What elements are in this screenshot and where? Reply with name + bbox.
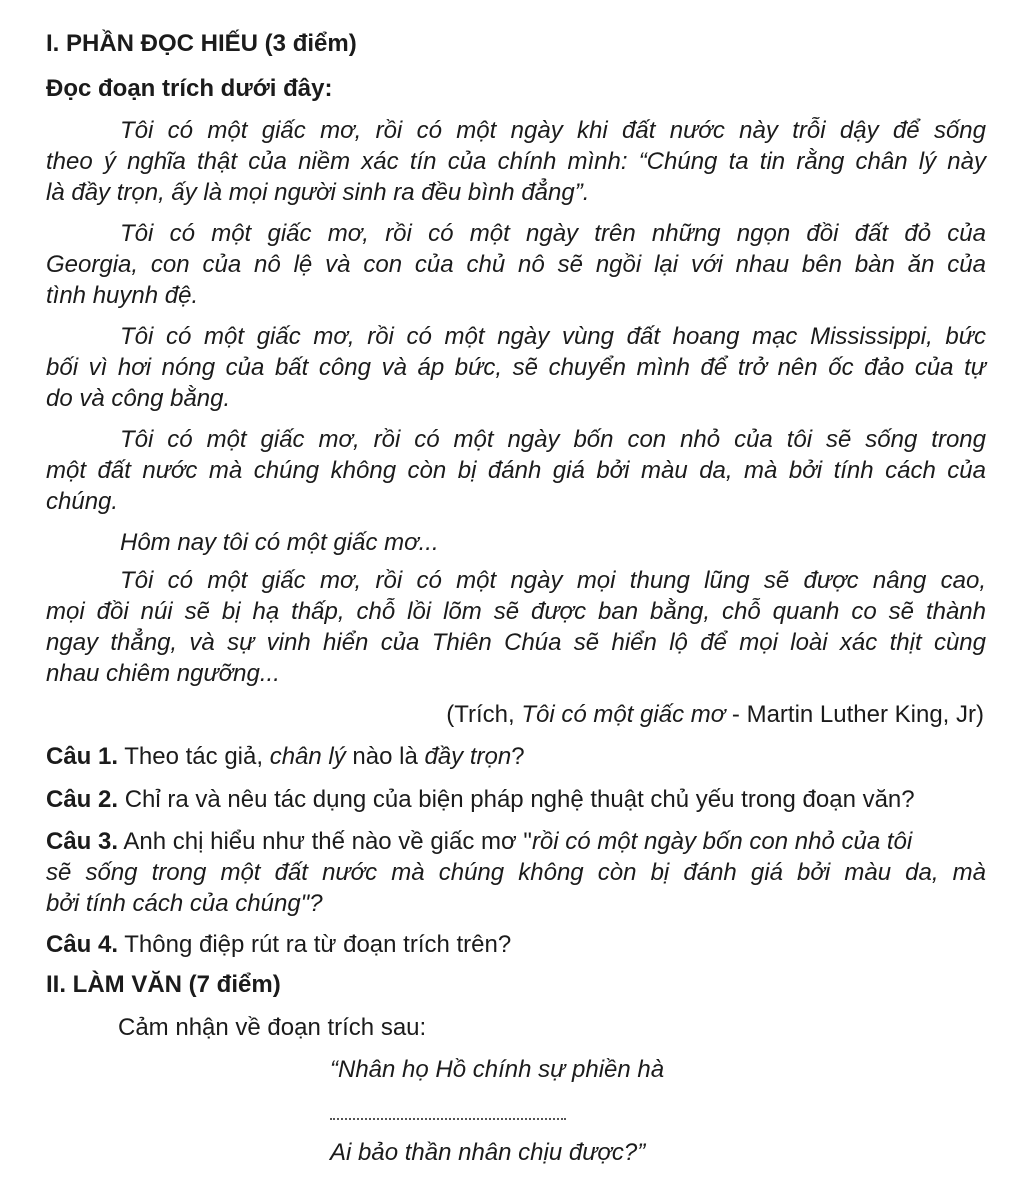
question-1-text-e: ? (511, 743, 525, 770)
passage-p4-line3: chúng. (46, 488, 119, 515)
question-3-line2: sẽ sống trong một đất nước mà chúng không còn bị đánh giá bởi màu da, mà (46, 859, 986, 886)
passage-p6-line3: ngay thẳng, và sự vinh hiển của Thiên Chúa sẽ hiển lộ để mọi loài xác thịt cùng (46, 629, 986, 656)
passage-p4-line2: một đất nước mà chúng không còn bị đánh giá bởi màu da, mà bởi tính cách của (46, 457, 986, 484)
question-4-label: Câu 4. (46, 931, 119, 958)
question-1-text-d: đầy trọn (424, 743, 512, 770)
question-3-label: Câu 3. (46, 828, 119, 855)
part2-title: II. LÀM VĂN (7 điểm) (46, 971, 281, 998)
question-1 (46, 742, 525, 772)
citation-suffix: - Martin Luther King, Jr) (725, 701, 984, 728)
poem-ellipsis-divider (330, 1118, 566, 1120)
citation (446, 700, 984, 730)
reading-instruction: Đọc đoạn trích dưới đây: (46, 75, 333, 102)
part1-title: I. PHẦN ĐỌC HIẾU (3 điểm) (46, 30, 357, 57)
passage-p4-line1: Tôi có một giấc mơ, rồi có một ngày bốn con nhỏ của tôi sẽ sống trong (120, 426, 986, 453)
question-3-line3: bởi tính cách của chúng"? (46, 890, 323, 917)
question-3-text-a: Anh chị hiểu như thế nào về giấc mơ " (118, 828, 532, 855)
part2-prompt: Cảm nhận về đoạn trích sau: (118, 1014, 427, 1041)
passage-p2-line2: Georgia, con của nô lệ và con của chủ nô sẽ ngồi lại với nhau bên bàn ăn của (46, 251, 986, 278)
passage-p2-line3: tình huynh đệ. (46, 282, 199, 309)
passage-p3-line1: Tôi có một giấc mơ, rồi có một ngày vùng đất hoang mạc Mississippi, bức (120, 323, 986, 350)
question-2 (46, 785, 915, 815)
passage-p1-line1: Tôi có một giấc mơ, rồi có một ngày khi đất nước này trỗi dậy để sống (120, 117, 986, 144)
citation-work: Tôi có một giấc mơ (521, 701, 726, 728)
passage-p5-line1: Hôm nay tôi có một giấc mơ... (120, 529, 439, 556)
passage-p2-line1: Tôi có một giấc mơ, rồi có một ngày trên những ngọn đồi đất đỏ của (120, 220, 986, 247)
passage-p1-line2: theo ý nghĩa thật của niềm xác tín của chính mình: “Chúng ta tin rằng chân lý này (46, 148, 986, 175)
passage-p1-line3: là đầy trọn, ấy là mọi người sinh ra đều bình đẳng”. (46, 179, 590, 206)
question-4-text: Thông điệp rút ra từ đoạn trích trên? (118, 931, 512, 958)
question-3-line1 (46, 827, 986, 857)
passage-p3-line3: do và công bằng. (46, 385, 231, 412)
passage-p6-line1: Tôi có một giấc mơ, rồi có một ngày mọi thung lũng sẽ được nâng cao, (120, 567, 986, 594)
citation-prefix: (Trích, (446, 701, 522, 728)
passage-p6-line4: nhau chiêm ngưỡng... (46, 660, 280, 687)
question-2-label: Câu 2. (46, 786, 119, 813)
question-1-label: Câu 1. (46, 743, 119, 770)
question-4 (46, 930, 511, 960)
poem-line-1: “Nhân họ Hồ chính sự phiền hà (330, 1056, 665, 1083)
question-1-text-c: nào là (345, 743, 425, 770)
passage-p6-line2: mọi đồi núi sẽ bị hạ thấp, chỗ lồi lõm sẽ được ban bằng, chỗ quanh co sẽ thành (46, 598, 986, 625)
question-1-text-b: chân lý (269, 743, 346, 770)
passage-p3-line2: bối vì hơi nóng của bất công và áp bức, sẽ chuyển mình để trở nên ốc đảo của tự (46, 354, 986, 381)
question-1-text-a: Theo tác giả, (118, 743, 270, 770)
question-3-italic-a: rồi có một ngày bốn con nhỏ của tôi (531, 828, 913, 855)
question-2-text: Chỉ ra và nêu tác dụng của biện pháp nghệ thuật chủ yếu trong đoạn văn? (118, 786, 915, 813)
poem-line-2: Ai bảo thần nhân chịu được?” (330, 1139, 646, 1166)
